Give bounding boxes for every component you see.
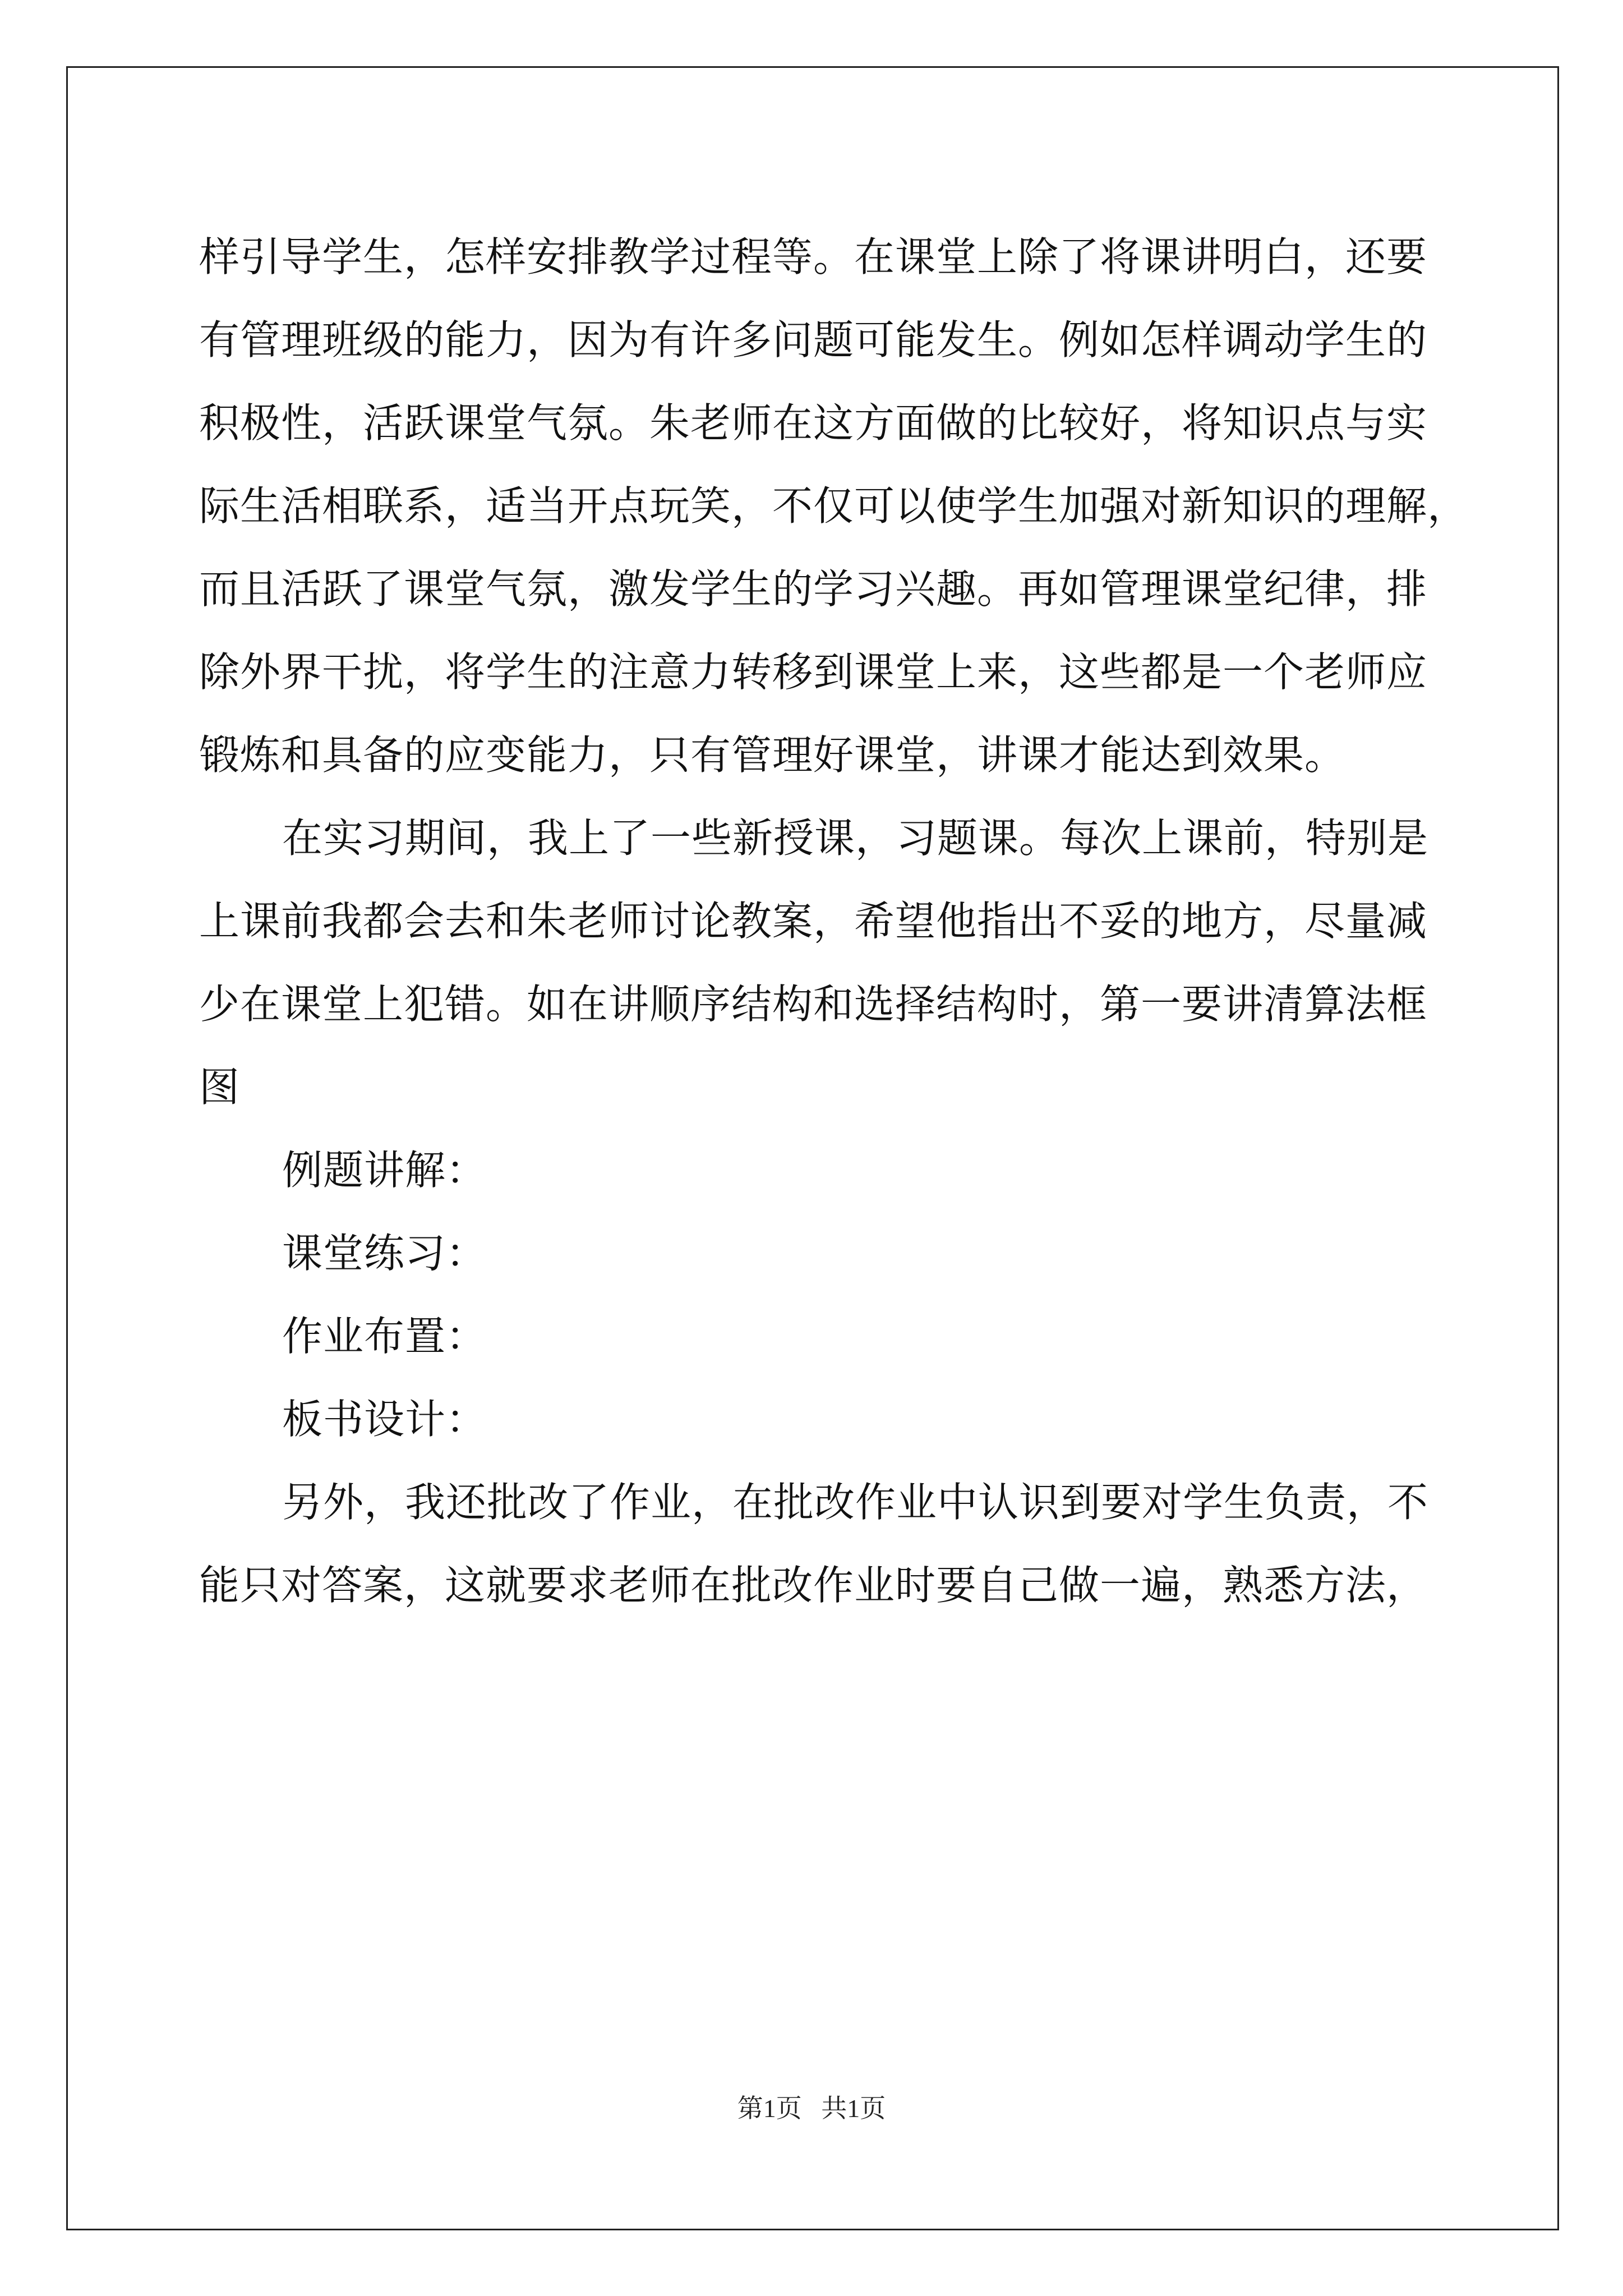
section-heading-practice: 课堂练习： — [282, 1230, 487, 1277]
body-line-10: 少在课堂上犯错。如在讲顺序结构和选择结构时，第一要讲清算法框 — [199, 981, 1428, 1028]
body-line-9: 上课前我都会去和朱老师讨论教案，希望他指出不妥的地方，尽量减 — [199, 898, 1428, 945]
section-heading-board: 板书设计： — [282, 1396, 487, 1443]
body-line-1: 样引导学生，怎样安排教学过程等。在课堂上除了将课讲明白，还要 — [199, 233, 1428, 280]
section-heading-example: 例题讲解： — [282, 1147, 487, 1194]
body-line-17: 能只对答案，这就要求老师在批改作业时要自己做一遍，熟悉方法， — [199, 1562, 1428, 1609]
body-line-2: 有管理班级的能力，因为有许多问题可能发生。例如怎样调动学生的 — [199, 316, 1428, 364]
body-line-16: 另外，我还批改了作业，在批改作业中认识到要对学生负责，不 — [282, 1479, 1429, 1526]
page-footer — [0, 2088, 1623, 2125]
body-line-4: 际生活相联系，适当开点玩笑，不仅可以使学生加强对新知识的理解， — [199, 482, 1469, 530]
body-line-6: 除外界干扰，将学生的注意力转移到课堂上来，这些都是一个老师应 — [199, 648, 1428, 696]
body-line-7: 锻炼和具备的应变能力，只有管理好课堂，讲课才能达到效果。 — [199, 731, 1346, 779]
page-total: 共1页 — [821, 2094, 886, 2123]
body-line-8: 在实习期间，我上了一些新授课，习题课。每次上课前，特别是 — [282, 815, 1429, 862]
body-line-5: 而且活跃了课堂气氛，激发学生的学习兴趣。再如管理课堂纪律，排 — [199, 565, 1428, 613]
document-body — [199, 215, 1469, 1627]
section-heading-homework: 作业布置： — [282, 1313, 487, 1360]
body-line-3: 积极性，活跃课堂气氛。朱老师在这方面做的比较好，将知识点与实 — [199, 399, 1428, 447]
body-line-11: 图 — [199, 1064, 241, 1111]
page-number: 第1页 — [737, 2094, 802, 2123]
